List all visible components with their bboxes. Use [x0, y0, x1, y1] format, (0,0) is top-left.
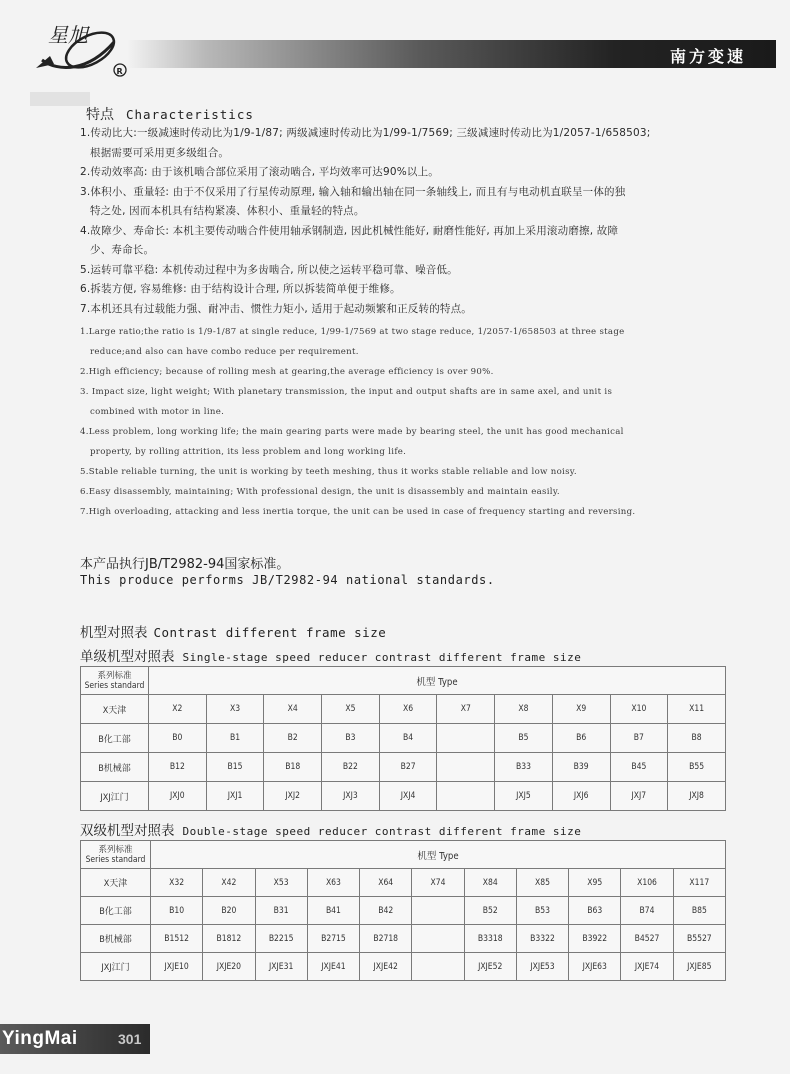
table-cell: B5	[495, 724, 553, 753]
table-cell: X4	[264, 695, 322, 724]
en-item: reduce;and also can have combo reduce per requirement.	[90, 347, 359, 357]
cn-item: 2.传动效率高: 由于该机啮合部位采用了滚动啮合, 平均效率可达90%以上。	[80, 166, 440, 178]
table-cell: B6	[552, 724, 610, 753]
table-cell: B3322	[516, 925, 568, 953]
table-cell: B7	[610, 724, 668, 753]
en-item: 4.Less problem, long working life; the main gearing parts were made by bearing steel, the unit has good mechanical	[80, 427, 624, 437]
table-row	[81, 753, 726, 782]
table-header-row	[81, 667, 726, 695]
series-standard-header	[81, 841, 151, 869]
table-header-row	[81, 841, 726, 869]
header-bar	[128, 40, 776, 68]
table-cell: JXJE52	[464, 953, 516, 981]
table-cell: B18	[264, 753, 322, 782]
table-cell	[412, 897, 464, 925]
single-table-title	[80, 645, 581, 665]
table-cell: B55	[668, 753, 726, 782]
table-cell	[412, 953, 464, 981]
table-cell: B22	[322, 753, 380, 782]
table-cell: X5	[322, 695, 380, 724]
table-row	[81, 695, 726, 724]
table-row	[81, 782, 726, 811]
table-cell: B2215	[255, 925, 307, 953]
table-cell: JXJE41	[307, 953, 359, 981]
table-cell: B63	[569, 897, 621, 925]
table-cell: X84	[464, 869, 516, 897]
table-cell: X74	[412, 869, 464, 897]
double-stage-table	[80, 840, 726, 981]
table-cell: X8	[495, 695, 553, 724]
row-label: B机械部	[81, 925, 151, 953]
table-cell	[437, 724, 495, 753]
table-cell: B2715	[307, 925, 359, 953]
table-cell: B8	[668, 724, 726, 753]
table-cell: B10	[151, 897, 203, 925]
row-label: JXJ江门	[81, 782, 149, 811]
table-cell: JXJ3	[322, 782, 380, 811]
table-cell	[437, 753, 495, 782]
single-table-title-en: Single-stage speed reducer contrast different frame size	[182, 651, 582, 664]
table-cell: JXJE53	[516, 953, 568, 981]
en-item: 5.Stable reliable turning, the unit is working by teeth meshing, thus it works stable reliable and low noisy.	[80, 467, 577, 477]
table-cell: B12	[149, 753, 207, 782]
table-cell: JXJ0	[149, 782, 207, 811]
company-logo	[28, 12, 130, 92]
table-cell: JXJE10	[151, 953, 203, 981]
cn-item: 3.体积小、重量轻: 由于不仅采用了行星传动原理, 输入轴和输出轴在同一条轴线上, 而且有与电动机直联呈一体的独	[80, 185, 626, 198]
table-cell: X64	[360, 869, 412, 897]
table-cell: B33	[495, 753, 553, 782]
double-table-title-cn: 双级机型对照表	[80, 823, 175, 839]
characteristics-cn-list	[80, 124, 720, 319]
characteristics-title-en: Characteristics	[126, 107, 254, 122]
cn-item: 6.拆装方便, 容易维修: 由于结构设计合理, 所以拆装简单便于维修。	[80, 283, 401, 295]
table-cell: B85	[673, 897, 725, 925]
double-table-title-en: Double-stage speed reducer contrast different frame size	[182, 825, 582, 838]
table-cell: JXJ5	[495, 782, 553, 811]
logo-script-text: 星旭	[48, 23, 88, 47]
svg-text:R: R	[116, 67, 123, 76]
table-cell: JXJE63	[569, 953, 621, 981]
characteristics-title	[86, 104, 254, 124]
table-cell: X10	[610, 695, 668, 724]
contrast-title-en: Contrast different frame size	[153, 625, 387, 640]
table-row	[81, 897, 726, 925]
series-standard-header	[81, 667, 149, 695]
table-cell: JXJE31	[255, 953, 307, 981]
table-cell: JXJ4	[379, 782, 437, 811]
table-row	[81, 953, 726, 981]
table-cell: B45	[610, 753, 668, 782]
table-cell: B15	[206, 753, 264, 782]
table-cell: X7	[437, 695, 495, 724]
table-cell: B1512	[151, 925, 203, 953]
header-brand: 南方变速	[669, 47, 746, 66]
row-label: X天津	[81, 695, 149, 724]
contrast-title-cn: 机型对照表	[80, 625, 148, 641]
en-item: 3. Impact size, light weight; With planetary transmission, the input and output shafts are in same axel, and unit is	[80, 387, 613, 397]
page-number: 301	[118, 1031, 142, 1047]
table-cell	[437, 782, 495, 811]
cn-item: 少、寿命长。	[90, 244, 155, 256]
table-cell: B31	[255, 897, 307, 925]
table-cell: X85	[516, 869, 568, 897]
series-standard-header-cn: 系列标准	[97, 670, 132, 681]
row-label: B机械部	[81, 753, 149, 782]
table-cell: B53	[516, 897, 568, 925]
en-item: 2.High efficiency; because of rolling mesh at gearing,the average efficiency is over 90%.	[80, 367, 494, 377]
standard-statement-cn: 本产品执行JB/T2982-94国家标准。	[80, 557, 290, 572]
table-cell: X117	[673, 869, 725, 897]
single-stage-table	[80, 666, 726, 811]
cn-item: 5.运转可靠平稳: 本机传动过程中为多齿啮合, 所以使之运转平稳可靠、噪音低。	[80, 263, 458, 276]
series-standard-header-en: Series standard	[85, 854, 146, 865]
table-cell: JXJE42	[360, 953, 412, 981]
row-label: JXJ江门	[81, 953, 151, 981]
table-cell: B1812	[203, 925, 255, 953]
table-cell: B3	[322, 724, 380, 753]
table-cell: B5527	[673, 925, 725, 953]
table-row	[81, 869, 726, 897]
en-item: 1.Large ratio;the ratio is 1/9-1/87 at single reduce, 1/99-1/7569 at two stage reduce, 1/2057-1/658503 at three stage	[80, 327, 625, 337]
table-row	[81, 724, 726, 753]
table-cell: X53	[255, 869, 307, 897]
table-cell: X63	[307, 869, 359, 897]
type-header: 机型 Type	[149, 667, 726, 695]
table-cell: X9	[552, 695, 610, 724]
table-cell: X3	[206, 695, 264, 724]
table-cell: JXJE85	[673, 953, 725, 981]
table-cell: X32	[151, 869, 203, 897]
table-cell: B52	[464, 897, 516, 925]
table-cell: B0	[149, 724, 207, 753]
table-row	[81, 925, 726, 953]
table-cell: JXJE20	[203, 953, 255, 981]
table-cell: X42	[203, 869, 255, 897]
en-item: 7.High overloading, attacking and less inertia torque, the unit can be used in case of frequency starting and reversing.	[80, 507, 636, 517]
en-item: combined with motor in line.	[90, 407, 225, 417]
table-cell: X11	[668, 695, 726, 724]
row-label: B化工部	[81, 724, 149, 753]
scan-artifact	[30, 92, 90, 106]
double-table-title	[80, 819, 581, 839]
table-cell: B41	[307, 897, 359, 925]
table-cell: X95	[569, 869, 621, 897]
row-label: X天津	[81, 869, 151, 897]
contrast-title	[80, 621, 386, 641]
cn-item: 特之处, 因而本机具有结构紧凑、体积小、重量轻的特点。	[90, 205, 365, 217]
characteristics-title-cn: 特点	[86, 107, 114, 123]
table-cell: B74	[621, 897, 673, 925]
table-cell: X2	[149, 695, 207, 724]
table-cell: B42	[360, 897, 412, 925]
table-cell: JXJE74	[621, 953, 673, 981]
cn-item: 根据需要可采用更多级组合。	[90, 146, 230, 159]
table-cell: JXJ2	[264, 782, 322, 811]
single-table-title-cn: 单级机型对照表	[80, 649, 175, 665]
table-cell: JXJ7	[610, 782, 668, 811]
table-cell: JXJ6	[552, 782, 610, 811]
footer-brand: YingMai	[2, 1028, 78, 1049]
table-cell: B39	[552, 753, 610, 782]
table-cell: B20	[203, 897, 255, 925]
table-cell: B2718	[360, 925, 412, 953]
en-item: property, by rolling attrition, its less problem and long working life.	[90, 447, 407, 457]
cn-item: 1.传动比大:一级减速时传动比为1/9-1/87; 两级减速时传动比为1/99-1/7569; 三级减速时传动比为1/2057-1/658503;	[80, 127, 651, 139]
table-cell: B4527	[621, 925, 673, 953]
characteristics-en-list	[80, 322, 720, 522]
row-label: B化工部	[81, 897, 151, 925]
type-header: 机型 Type	[151, 841, 726, 869]
table-cell: X106	[621, 869, 673, 897]
cn-item: 7.本机还具有过载能力强、耐冲击、惯性力矩小, 适用于起动频繁和正反转的特点。	[80, 302, 472, 315]
table-cell: B4	[379, 724, 437, 753]
table-cell: B1	[206, 724, 264, 753]
table-cell: B27	[379, 753, 437, 782]
table-cell: X6	[379, 695, 437, 724]
table-cell: B3922	[569, 925, 621, 953]
series-standard-header-en: Series standard	[84, 680, 145, 691]
series-standard-header-cn: 系列标准	[98, 844, 133, 855]
en-item: 6.Easy disassembly, maintaining; With professional design, the unit is disassembly and maintain easily.	[80, 487, 560, 497]
cn-item: 4.故障少、寿命长: 本机主要传动啮合件使用轴承钢制造, 因此机械性能好, 耐磨性能好, 再加上采用滚动磨擦, 故障	[80, 224, 619, 237]
table-cell	[412, 925, 464, 953]
table-cell: JXJ1	[206, 782, 264, 811]
table-cell: JXJ8	[668, 782, 726, 811]
footer-bar	[0, 1024, 150, 1054]
standard-statement-en: This produce performs JB/T2982-94 national standards.	[80, 573, 495, 587]
table-cell: B2	[264, 724, 322, 753]
table-cell: B3318	[464, 925, 516, 953]
